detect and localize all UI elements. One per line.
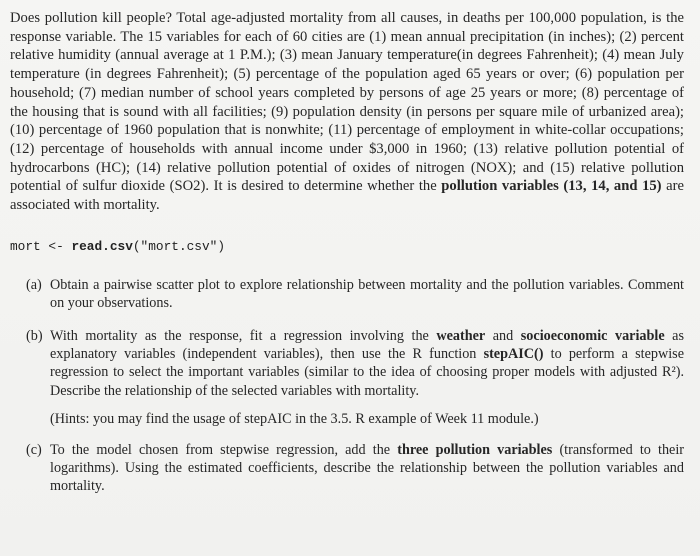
code-arguments: ("mort.csv") xyxy=(132,238,226,254)
question-c-text xyxy=(50,441,684,496)
question-c xyxy=(26,441,684,496)
question-b-socioeconomic-emphasis: socioeconomic variable xyxy=(520,327,665,344)
question-b-text-part-4: to perform a stepwise regression to select the important variables (similar to the idea of choosing proper models with adjusted R²). Describe the relationship of the selected variables with mortality. xyxy=(50,345,684,399)
question-b xyxy=(26,327,684,401)
question-b-text-part-1: With mortality as the response, fit a regression involving the xyxy=(50,327,437,344)
pollution-variables-emphasis: pollution variables (13, 14, and 15) xyxy=(441,178,662,195)
question-c-pollution-emphasis: three pollution variables xyxy=(397,441,553,458)
problem-statement-text: Does pollution kill people? Total age-adjusted mortality from all causes, in deaths per 100,000 population, is the response variable. The 15 variables for each of 60 cities are (1) mean annual precipitation (in inches); (2) percent relative humidity (annual average at 1 P.M.); (3) mean January temperature(in degrees Fahrenheit); (4) mean July temperature (in degrees Fahrenheit); (5) percentage of the population aged 65 years or over; (6) population per household; (7) median number of school years completed by persons of age 25 years or more; (8) percentage of the housing that is sound with all facilities; (9) population density (in persons per square mile of urbanized area); (10) percentage of 1960 population that is nonwhite; (11) percentage of employment in white-collar occupations;(12) percentage of households with annual income under $3,000 in 1960; (13) relative pollution potential of hydrocarbons (HC); (14) relative pollution potential of oxides of nitrogen (NOX); and (15) relative pollution potential of sulfur dioxide (SO2). It is desired to determine whether the xyxy=(10,10,684,195)
hint-text: (Hints: you may find the usage of stepAIC in the 3.5. R example of Week 11 module.) xyxy=(50,411,539,428)
question-a xyxy=(26,276,684,313)
question-b-text xyxy=(50,327,684,401)
code-function: read.csv xyxy=(71,238,133,254)
code-assignment: mort <- xyxy=(10,238,72,254)
problem-statement-ending: are associated with mortality. xyxy=(10,178,684,214)
question-list xyxy=(26,276,684,496)
question-c-text-part-1: To the model chosen from stepwise regression, add the xyxy=(50,441,398,458)
question-b-text-part-3: as explanatory variables (independent variables), then use the R function xyxy=(50,327,684,362)
question-b-function-emphasis: stepAIC() xyxy=(483,345,544,362)
question-b-label: (b) xyxy=(26,327,43,344)
question-c-text-part-2: (transformed to their logarithms). Using the estimated coefficients, describe the relationship between the pollution variables and mortality. xyxy=(50,441,684,495)
question-b-text-part-2: and xyxy=(485,327,521,344)
question-b-weather-emphasis: weather xyxy=(436,327,486,344)
problem-statement xyxy=(10,9,684,215)
question-c-label: (c) xyxy=(26,441,42,458)
code-line xyxy=(10,239,684,255)
question-a-text: Obtain a pairwise scatter plot to explore relationship between mortality and the pollution variables. Comment on your observations. xyxy=(50,276,684,312)
question-a-label: (a) xyxy=(26,276,42,293)
